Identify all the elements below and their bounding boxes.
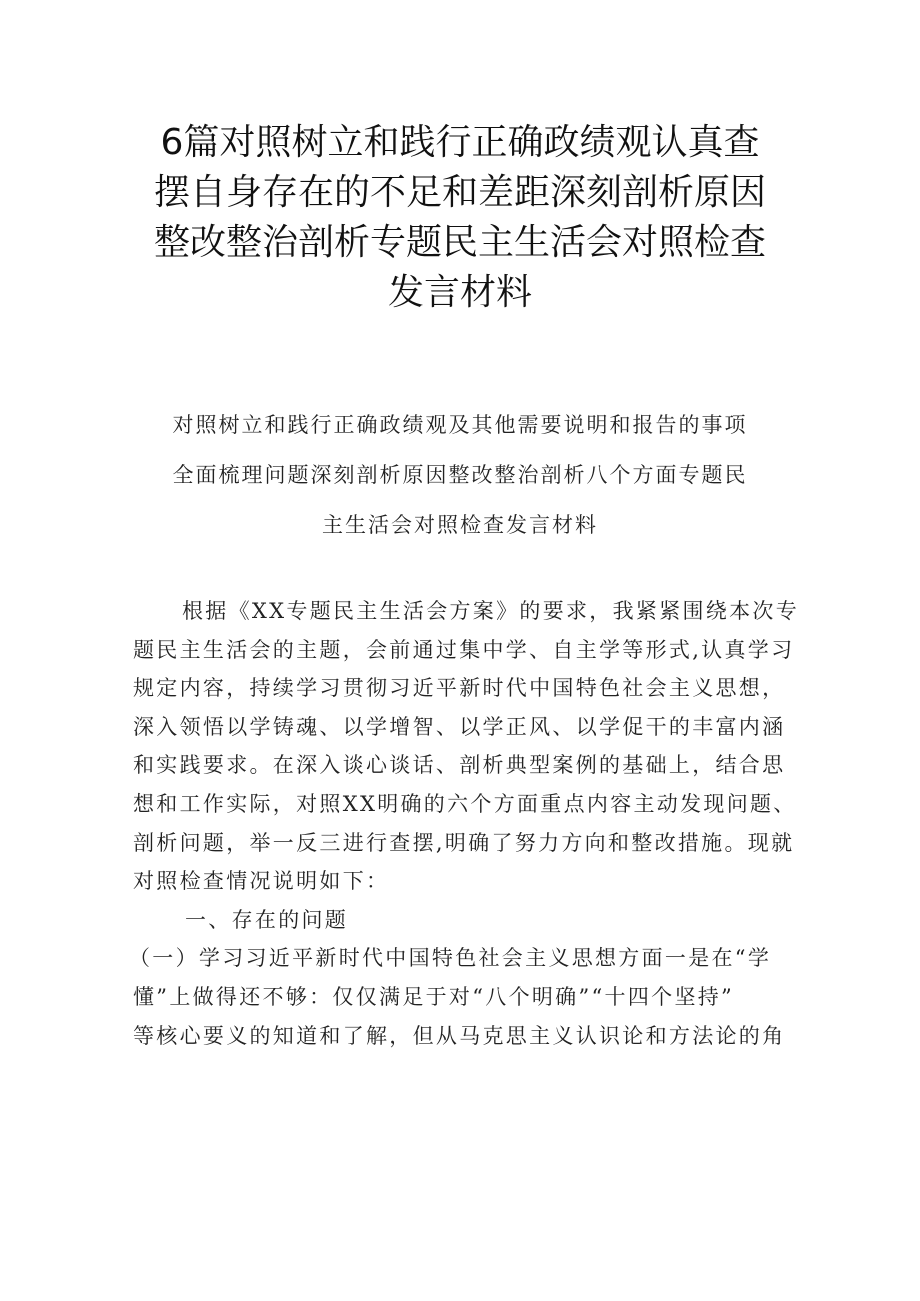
intro-line-5: 和实践要求。在深入谈心谈话、剖析典型案例的基础上，结合思 xyxy=(133,753,786,778)
section-line-2: 懂”上做得还不够：仅仅满足于对“八个明确”“十四个坚持” xyxy=(133,984,735,1009)
title-line-2: 摆自身存在的不足和差距深刻剖析原因 xyxy=(153,172,766,213)
intro-paragraph xyxy=(133,592,799,901)
title-line-1: 6篇对照树立和践行正确政绩观认真查 xyxy=(160,122,760,163)
intro-line-8: 对照检查情况说明如下： xyxy=(133,869,390,894)
intro-line-7: 剖析问题，举一反三进行查摆,明确了努力方向和整改措施。现就 xyxy=(133,830,795,855)
intro-line-3: 规定内容，持续学习贯彻习近平新时代中国特色社会主义思想， xyxy=(133,676,786,701)
intro-line-1: 根据《XX专题民主生活会方案》的要求，我紧紧围绕本次专 xyxy=(182,599,799,623)
document-subtitle xyxy=(150,400,770,550)
document-body xyxy=(129,592,799,1055)
intro-line-6: 想和工作实际，对照XX明确的六个方面重点内容主动发现问题、 xyxy=(133,791,797,816)
title-line-4: 发言材料 xyxy=(387,272,532,313)
subtitle-line-3: 主生活会对照检查发言材料 xyxy=(322,513,598,537)
title-line-3: 整改整治剖析专题民主生活会对照检查 xyxy=(153,222,766,263)
section-line-1: （一）学习习近平新时代中国特色社会主义思想方面一是在“学 xyxy=(129,946,772,971)
section-line-3: 等核心要义的知道和了解，但从马克思主义认识论和方法论的角 xyxy=(133,1023,786,1048)
intro-line-2: 题民主生活会的主题，会前通过集中学、自主学等形式,认真学习 xyxy=(133,637,795,662)
section-heading: 一、存在的问题 xyxy=(185,907,349,932)
subtitle-line-1: 对照树立和践行正确政绩观及其他需要说明和报告的事项 xyxy=(172,413,748,437)
intro-line-4: 深入领悟以学铸魂、以学增智、以学正风、以学促干的丰富内涵 xyxy=(133,714,786,739)
document-title xyxy=(120,118,800,318)
section-paragraph xyxy=(129,939,793,1055)
subtitle-line-2: 全面梳理问题深刻剖析原因整改整治剖析八个方面专题民 xyxy=(172,463,748,487)
